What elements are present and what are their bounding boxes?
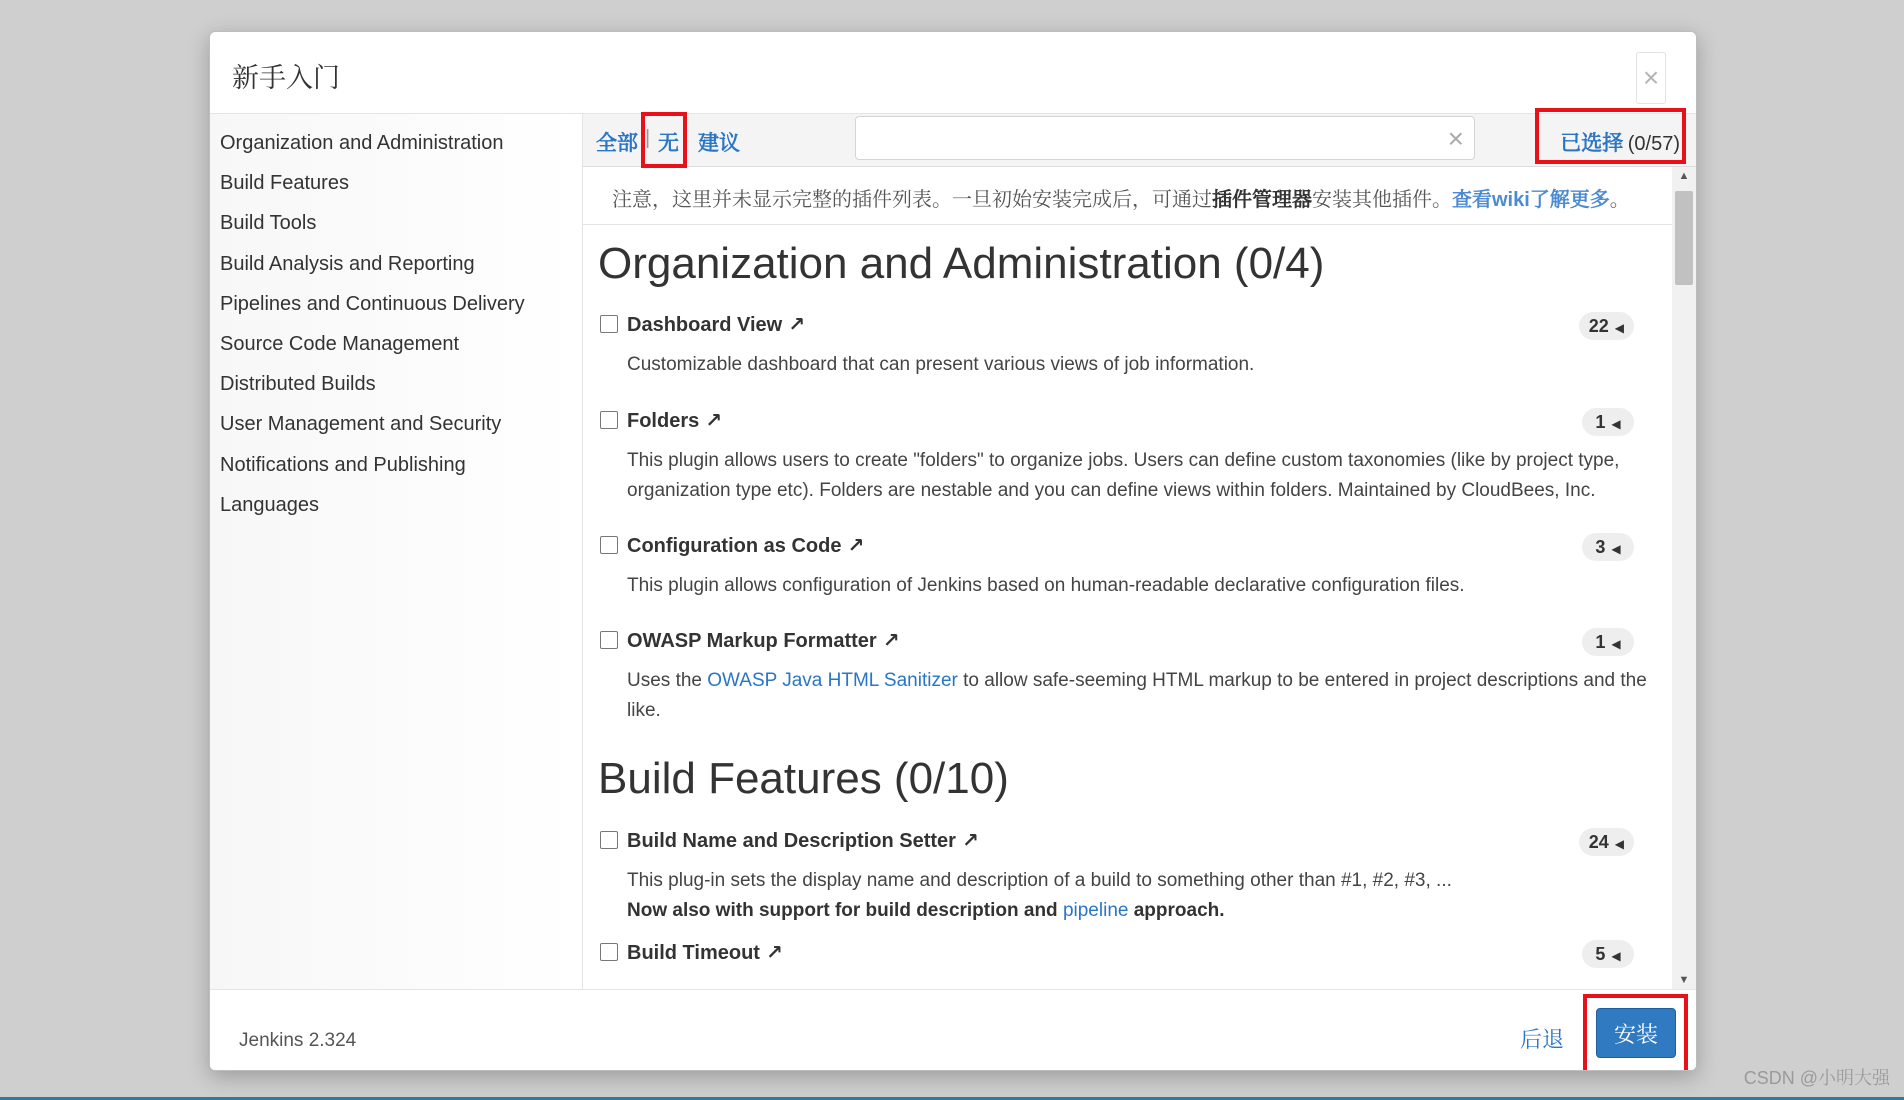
sidebar-item-notifications-and-publishing[interactable]: Notifications and Publishing xyxy=(220,454,466,476)
owasp-sanitizer-link[interactable]: OWASP Java HTML Sanitizer xyxy=(707,670,958,691)
sidebar-item-build-features[interactable]: Build Features xyxy=(220,172,349,194)
external-link-icon: ↗ xyxy=(788,314,805,336)
dialog-header xyxy=(210,32,1696,114)
plugin-description: This plug-in sets the display name and description of a build to something other than #1, #2, #3, ... Now also with support for build description and pipeline approach. xyxy=(627,870,1452,921)
caret-left-icon: ◀ xyxy=(1611,949,1621,963)
plugin-name[interactable]: Build Timeout ↗ xyxy=(627,942,783,964)
caret-left-icon: ◀ xyxy=(1611,637,1621,651)
sidebar-item-organization-and-administration[interactable]: Organization and Administration xyxy=(220,132,504,154)
plugin-toolbar xyxy=(583,114,1696,167)
wiki-link[interactable]: 查看wiki了解更多 xyxy=(1452,189,1610,211)
back-button[interactable]: 后退 xyxy=(1519,1027,1564,1052)
external-link-icon: ↗ xyxy=(705,410,723,432)
sidebar-item-distributed-builds[interactable]: Distributed Builds xyxy=(220,373,376,395)
install-button[interactable]: 安装 xyxy=(1596,1008,1676,1058)
plugin-search xyxy=(855,116,1475,160)
plugin-list xyxy=(583,167,1672,989)
notice-text-after: 安装其他插件。 xyxy=(1312,189,1452,211)
notice-text: 注意，这里并未显示完整的插件列表。一旦初始安装完成后，可通过 xyxy=(612,189,1212,211)
plugin-name[interactable]: Build Name and Description Setter ↗ xyxy=(627,830,979,852)
install-highlight-box xyxy=(1583,994,1688,1071)
plugin-description: Uses the OWASP Java HTML Sanitizer to allow safe-seeming HTML markup to be entered in project descriptions and the like. xyxy=(627,670,1647,721)
dependency-badge[interactable]: 24 ◀ xyxy=(1579,828,1634,856)
plugin-list-notice xyxy=(583,167,1672,225)
pipeline-link[interactable]: pipeline xyxy=(1062,900,1129,921)
plugin-checkbox[interactable] xyxy=(600,631,618,649)
notice-end: 。 xyxy=(1609,189,1630,211)
plugin-checkbox[interactable] xyxy=(600,315,618,333)
watermark: CSDN @小明大强 xyxy=(1743,1068,1890,1088)
sidebar-item-build-tools[interactable]: Build Tools xyxy=(220,212,317,234)
sidebar-item-build-analysis-and-reporting[interactable]: Build Analysis and Reporting xyxy=(220,253,475,275)
plugin-search-input[interactable] xyxy=(866,117,1430,159)
selected-label: 已选择 xyxy=(1560,132,1624,155)
none-highlight-box xyxy=(641,112,687,168)
sidebar-item-languages[interactable]: Languages xyxy=(220,494,319,516)
selected-count: (0/57) xyxy=(1627,133,1680,155)
plugin-manager-text: 插件管理器 xyxy=(1212,189,1312,211)
dependency-badge[interactable]: 5 ◀ xyxy=(1582,940,1634,968)
caret-left-icon: ◀ xyxy=(1611,417,1621,431)
dialog-title: 新手入门 xyxy=(232,63,340,93)
plugin-selection-panel xyxy=(583,114,1696,989)
plugin-description: Customizable dashboard that can present various views of job information. xyxy=(627,354,1255,375)
close-icon[interactable]: × xyxy=(1636,52,1666,104)
dependency-badge[interactable]: 22 ◀ xyxy=(1579,312,1634,340)
plugin-name[interactable]: OWASP Markup Formatter ↗ xyxy=(627,630,900,652)
toolbar-separator: | xyxy=(645,127,651,149)
getting-started-dialog xyxy=(209,31,1697,1071)
plugin-checkbox[interactable] xyxy=(600,411,618,429)
jenkins-version: Jenkins 2.324 xyxy=(239,1030,357,1051)
plugin-checkbox[interactable] xyxy=(600,831,618,849)
plugin-description: This plugin allows configuration of Jenkins based on human-readable declarative configuration files. xyxy=(627,575,1465,596)
external-link-icon: ↗ xyxy=(847,535,865,557)
dependency-badge[interactable]: 1 ◀ xyxy=(1582,628,1634,656)
sidebar-item-source-code-management[interactable]: Source Code Management xyxy=(220,333,460,355)
select-none-link[interactable]: 无 xyxy=(658,132,679,155)
external-link-icon: ↗ xyxy=(765,942,783,964)
plugin-list-scrollbar[interactable] xyxy=(1672,167,1696,989)
plugin-name[interactable]: Dashboard View ↗ xyxy=(627,314,805,336)
category-sidebar xyxy=(210,114,583,989)
caret-left-icon: ◀ xyxy=(1611,542,1621,556)
plugin-description: This plugin allows users to create "folders" to organize jobs. Users can define custom taxonomies (like by project type, organization type etc). Folders are nestable and you can define views within folders. Maintained by CloudBees, Inc. xyxy=(627,450,1620,501)
clear-search-icon[interactable]: × xyxy=(1447,123,1464,154)
external-link-icon: ↗ xyxy=(961,830,979,852)
dependency-badge[interactable]: 3 ◀ xyxy=(1582,533,1634,561)
plugin-name[interactable]: Folders ↗ xyxy=(627,410,723,432)
scroll-up-arrow-icon[interactable]: ▲ xyxy=(1678,170,1690,182)
scroll-down-arrow-icon[interactable]: ▼ xyxy=(1678,974,1690,986)
plugin-name[interactable]: Configuration as Code ↗ xyxy=(627,535,865,557)
select-all-link[interactable]: 全部 xyxy=(596,132,638,155)
section-title: Organization and Administration (0/4) xyxy=(598,239,1325,288)
select-suggested-link[interactable]: 建议 xyxy=(698,132,740,155)
sidebar-item-user-management-and-security[interactable]: User Management and Security xyxy=(220,413,502,435)
dialog-footer xyxy=(210,989,1696,1070)
caret-left-icon: ◀ xyxy=(1614,321,1624,335)
dependency-badge[interactable]: 1 ◀ xyxy=(1582,408,1634,436)
caret-left-icon: ◀ xyxy=(1614,837,1624,851)
external-link-icon: ↗ xyxy=(882,630,900,652)
selected-highlight-box xyxy=(1535,108,1686,164)
plugin-checkbox[interactable] xyxy=(600,943,618,961)
sidebar-item-pipelines-and-continuous-delivery[interactable]: Pipelines and Continuous Delivery xyxy=(220,293,525,315)
scroll-thumb[interactable] xyxy=(1675,191,1693,285)
plugin-checkbox[interactable] xyxy=(600,536,618,554)
section-title: Build Features (0/10) xyxy=(598,754,1009,803)
